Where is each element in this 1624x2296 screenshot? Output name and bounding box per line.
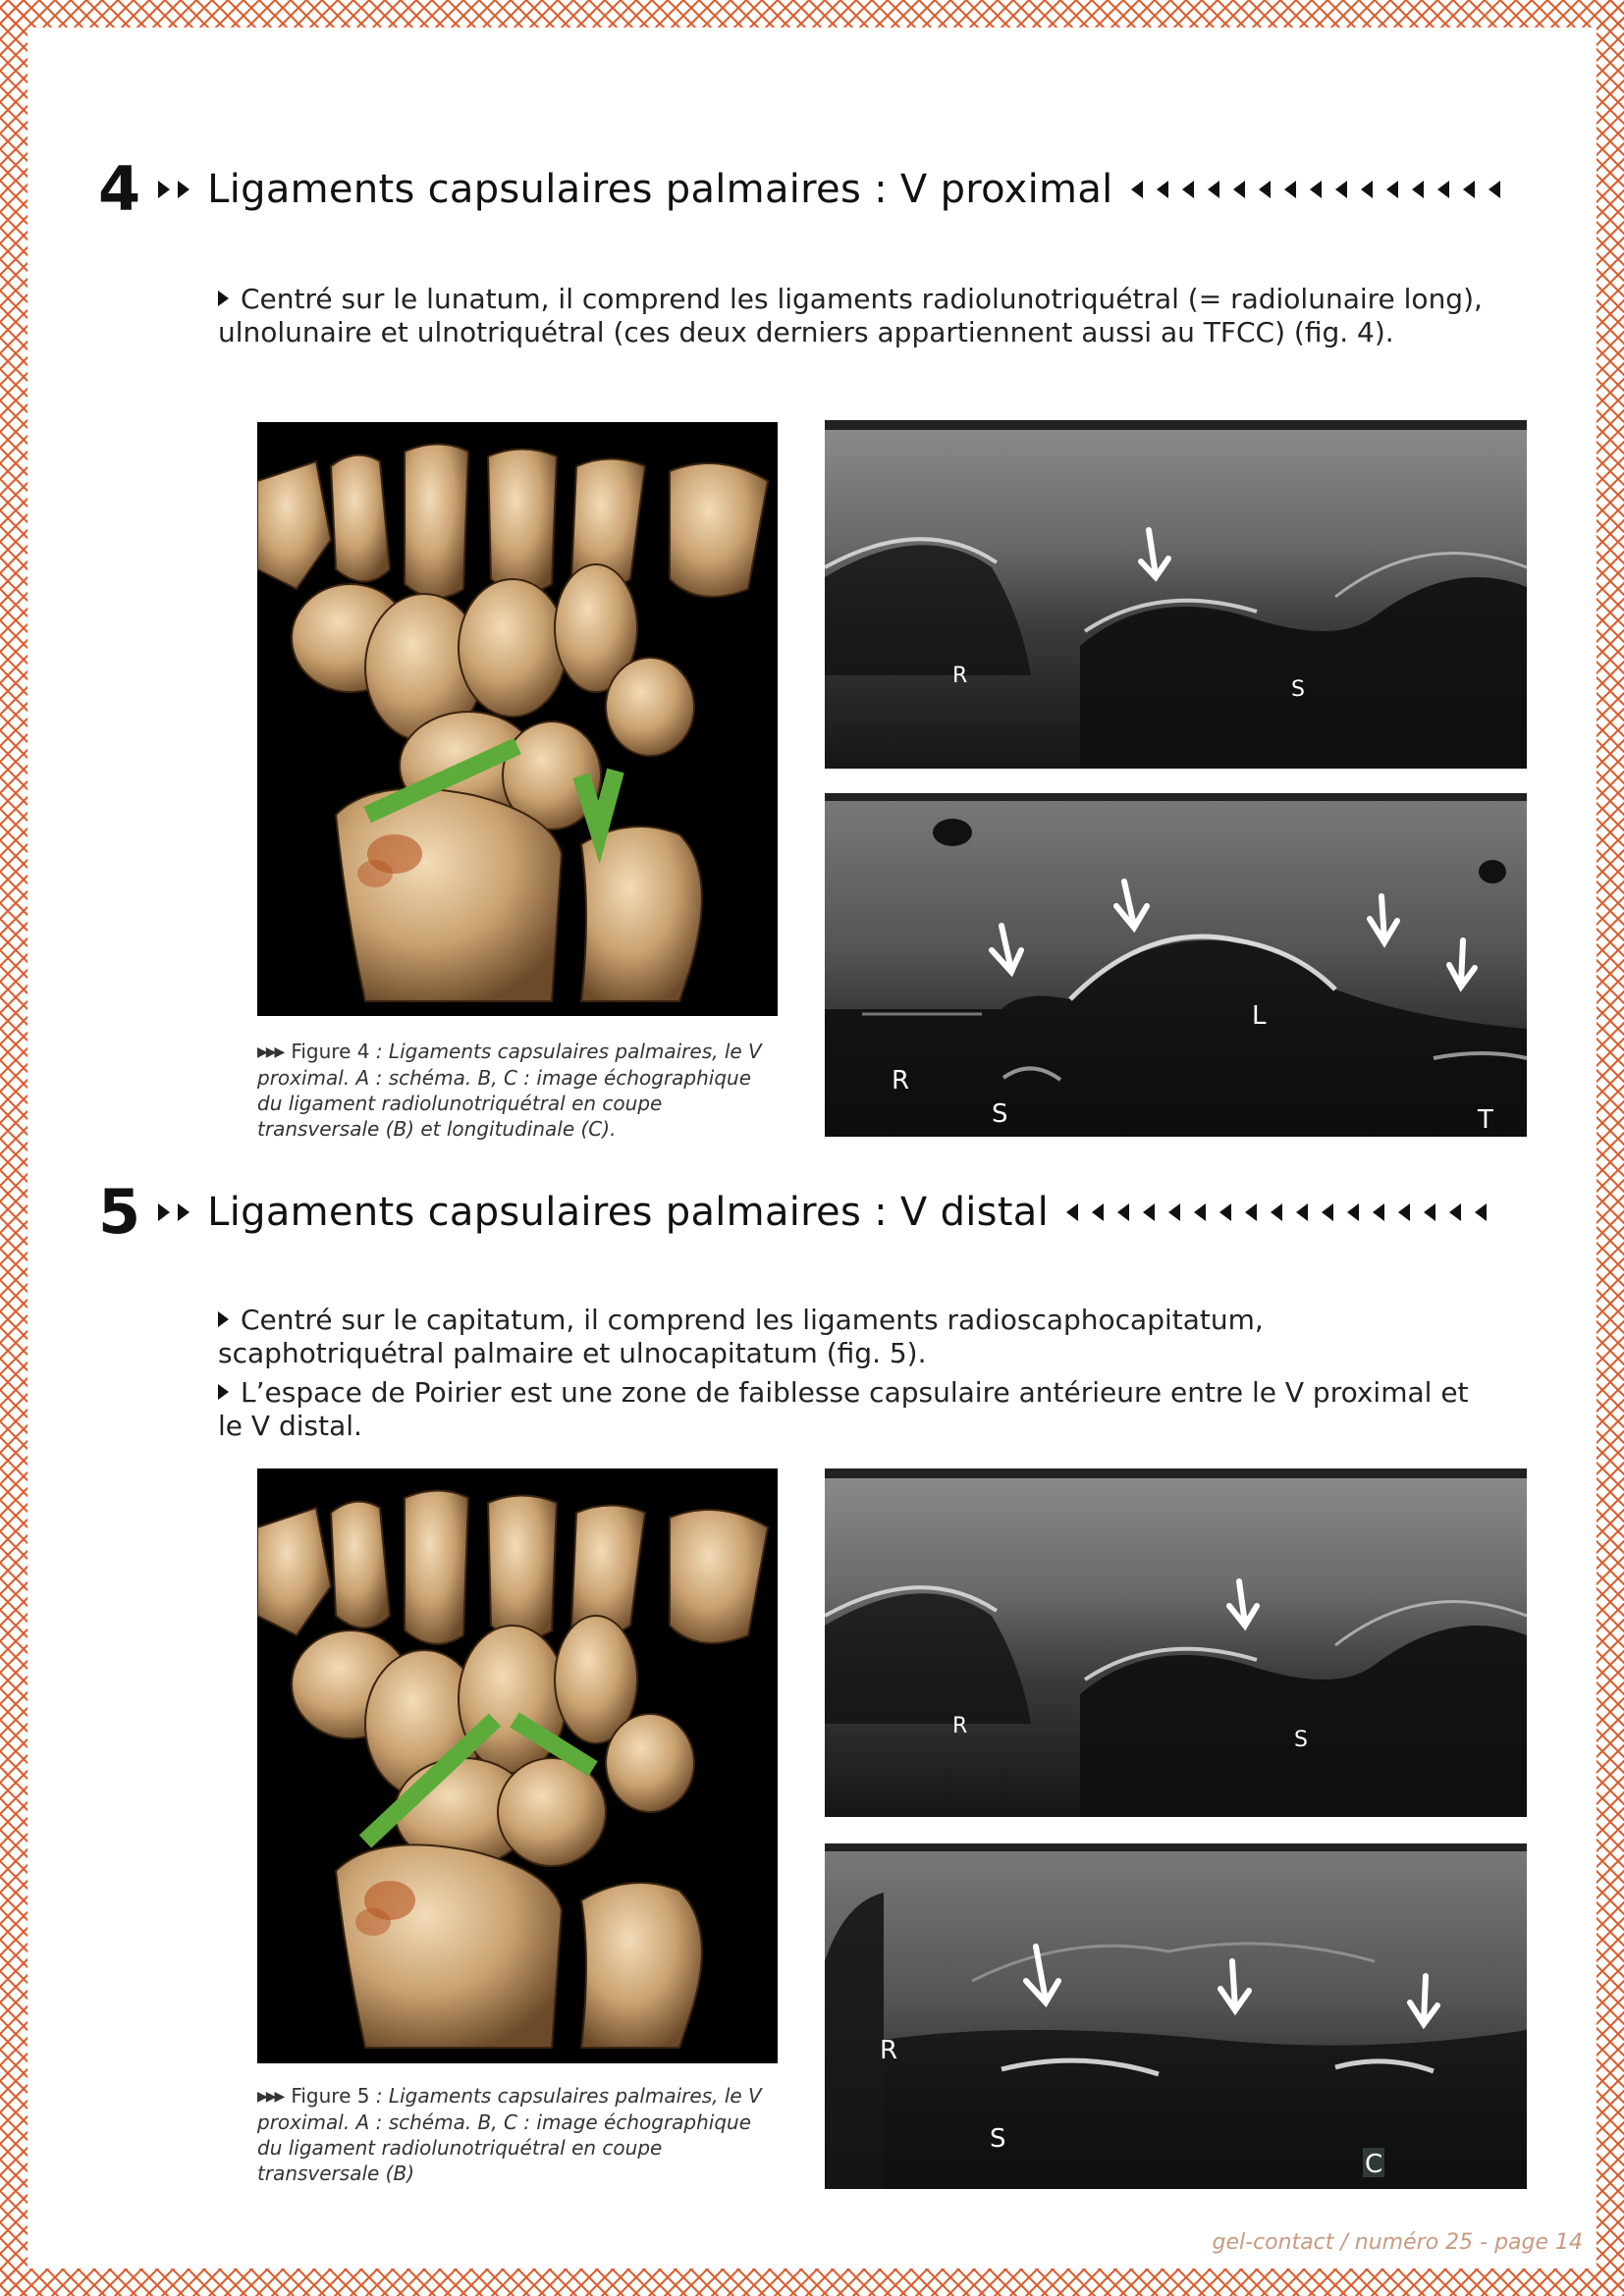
label-c: C	[1365, 2150, 1383, 2179]
label-s: S	[1294, 1728, 1308, 1752]
bullet-icon	[218, 1311, 229, 1327]
section-number: 4	[98, 153, 141, 225]
section-number: 5	[98, 1176, 141, 1248]
label-r: R	[952, 664, 968, 688]
label-s: S	[992, 1099, 1008, 1129]
section-4-paragraph: Centré sur le lunatum, il comprend les ligaments radiolunotriquétral (= radiolunaire long), ulnolunaire et ulnotriquétral (ces deux derniers appartiennent aussi au TFCC) (fig. 4).	[218, 283, 1483, 348]
triangle-left-icon	[1131, 181, 1500, 198]
label-t: T	[1478, 1105, 1493, 1135]
figure-5-caption: ▶▶▶ Figure 5 : Ligaments capsulaires palmaires, le V proximal. A : schéma. B, C : image échographique du ligament radiolunotriquétral en coupe transversale (B)	[257, 2084, 762, 2185]
figure-4c-ultrasound	[825, 793, 1527, 1137]
figure-4a-wrist-render	[257, 422, 778, 1016]
triple-arrow-icon: ▶▶▶	[257, 2089, 284, 2105]
section-4-heading	[98, 153, 1500, 225]
label-s: S	[1291, 677, 1305, 702]
label-r: R	[880, 2036, 898, 2065]
figure-4-caption: ▶▶▶ Figure 4 : Ligaments capsulaires palmaires, le V proximal. A : schéma. B, C : image échographique du ligament radiolunotriquétral en coupe transversale (B) et longitudinale (C).	[257, 1040, 762, 1141]
label-r: R	[892, 1066, 910, 1095]
label-l: L	[1252, 1001, 1267, 1031]
section-5-heading	[98, 1176, 1487, 1248]
section-title: Ligaments capsulaires palmaires : V proximal	[207, 167, 1113, 212]
triple-arrow-icon: ▶▶▶	[257, 1044, 284, 1060]
figure-5a-wrist-render	[257, 1468, 778, 2063]
section-5-paragraph-1: Centré sur le capitatum, il comprend les ligaments radioscaphocapitatum, scaphotriquétral palmaire et ulnocapitatum (fig. 5).	[218, 1304, 1264, 1369]
label-s: S	[990, 2124, 1006, 2154]
triangle-right-icon	[158, 181, 189, 198]
section-title: Ligaments capsulaires palmaires : V distal	[207, 1190, 1050, 1235]
figure-4b-ultrasound	[825, 420, 1527, 769]
bullet-icon	[218, 1384, 229, 1400]
triangle-right-icon	[158, 1203, 189, 1221]
section-5-paragraph-2: L’espace de Poirier est une zone de faiblesse capsulaire antérieure entre le V proximal et le V distal.	[218, 1376, 1469, 1442]
figure-5b-ultrasound	[825, 1468, 1527, 1817]
bullet-icon	[218, 291, 229, 306]
figure-5c-ultrasound	[825, 1843, 1527, 2189]
label-r: R	[952, 1714, 968, 1738]
triangle-left-icon	[1066, 1203, 1487, 1221]
page-footer: gel-contact / numéro 25 - page 14	[1212, 2230, 1583, 2255]
